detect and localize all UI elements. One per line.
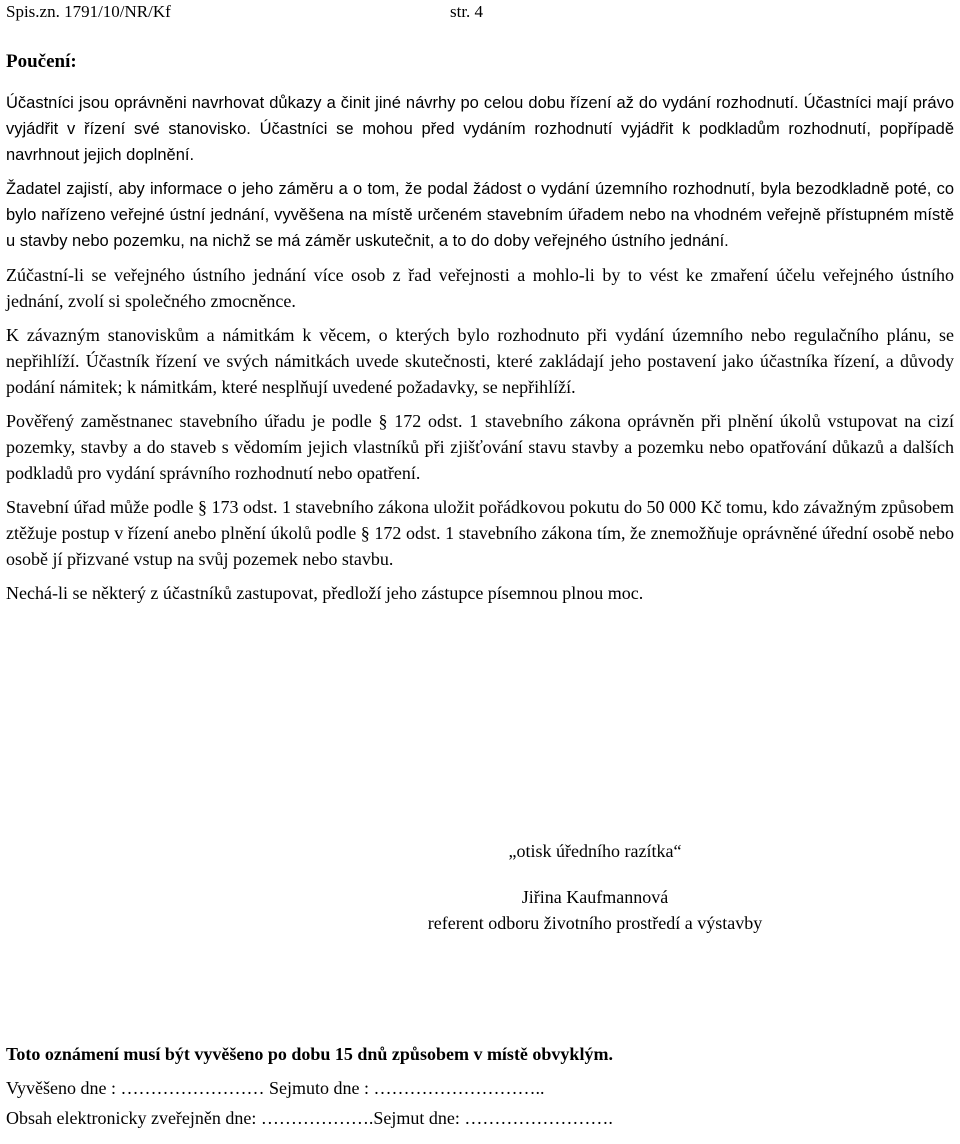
signatory-name: Jiřina Kaufmannová bbox=[521, 887, 669, 907]
signature-block bbox=[380, 838, 810, 936]
paragraph-public: Zúčastní-li se veřejného ústního jednání více osob z řad veřejnosti a mohlo-li by to vést ke zmaření účelu veřejného ústního jednání, zvolí si společného zmocněnce. bbox=[6, 265, 954, 311]
posting-notice: Toto oznámení musí být vyvěšeno po dobu 15 dnů způsobem v místě obvyklým. bbox=[6, 1044, 613, 1064]
page-header bbox=[6, 2, 484, 22]
paragraph-fine: Stavební úřad může podle § 173 odst. 1 stavebního zákona uložit pořádkovou pokutu do 50 000 Kč tomu, kdo závažným způsobem ztěžuje postup v řízení anebo plnění úkolů podle § 172 odst. 1 stavebního zákona tím, že znemožňuje oprávněné úřední osobě nebo osobě jí přizvané vstup na svůj pozemek nebo stavbu. bbox=[6, 497, 954, 569]
posting-footer bbox=[6, 1042, 954, 1136]
instructions-heading: Poučení: bbox=[6, 51, 77, 72]
paragraph-objections: K závazným stanoviskům a námitkám k věcem, o kterých bylo rozhodnuto při vydání územního nebo regulačního plánu, se nepřihlíží. Účastník řízení ve svých námitkách uvede skutečnosti, které zakládají jeho postavení jako účastníka řízení, a důvody podání námitek; k námitkám, které nesplňují uvedené požadavky, se nepřihlíží. bbox=[6, 325, 954, 397]
paragraph-representation: Nechá-li se některý z účastníků zastupovat, předloží jeho zástupce písemnou plnou moc. bbox=[6, 583, 644, 603]
instructions-body bbox=[6, 90, 954, 614]
stamp-placeholder: „otisk úředního razítka“ bbox=[508, 841, 682, 861]
signatory-role: referent odboru životního prostředí a výstavby bbox=[427, 913, 763, 933]
file-reference: Spis.zn. 1791/10/NR/Kf bbox=[6, 2, 171, 21]
posted-removed-line: Vyvěšeno dne : …………………… Sejmuto dne : ……………………….. bbox=[6, 1078, 545, 1098]
page-number: str. 4 bbox=[450, 2, 484, 21]
paragraph-authorized-employee: Pověřený zaměstnanec stavebního úřadu je podle § 172 odst. 1 stavebního zákona oprávněn při plnění úkolů vstupovat na cizí pozemky, stavby a do staveb s vědomím jejich vlastníků při zjišťování stavu stavby a pozemku nebo opatřování důkazů a dalších podkladů pro vydání správního rozhodnutí nebo opatření. bbox=[6, 411, 954, 483]
paragraph-applicant: Žadatel zajistí, aby informace o jeho záměru a o tom, že podal žádost o vydání územního rozhodnutí, byla bezodkladně poté, co bylo nařízeno veřejné ústní jednání, vyvěšena na místě určeném stavebním úřadem nebo na vhodném veřejně přístupném místě u stavby nebo pozemku, na nichž se má záměr uskutečnit, a to do doby veřejného ústního jednání. bbox=[6, 180, 954, 250]
paragraph-rights: Účastníci jsou oprávněni navrhovat důkazy a činit jiné návrhy po celou dobu řízení až do vydání rozhodnutí. Účastníci mají právo vyjádřit v řízení své stanovisko. Účastníci se mohou před vydáním rozhodnutí vyjádřit k podkladům rozhodnutí, popřípadě navrhnout jejich doplnění. bbox=[6, 94, 954, 164]
electronic-posting-line: Obsah elektronicky zveřejněn dne: ……………….Sejmut dne: ……………………. bbox=[6, 1108, 613, 1128]
